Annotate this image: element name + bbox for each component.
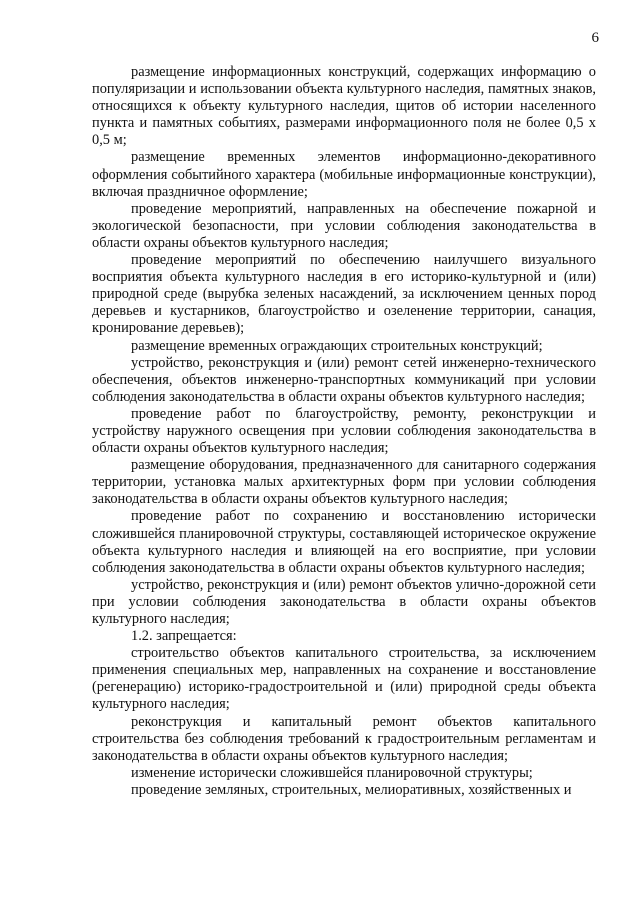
paragraph-engineering-networks: устройство, реконструкция и (или) ремонт сетей инженерно-технического обеспечения, объектов инженерно-транспортных коммуникаций при условии соблюдения законодательства в области охраны объектов культурного наследия;	[92, 354, 596, 405]
paragraph-fire-ecology-safety: проведение мероприятий, направленных на обеспечение пожарной и экологической безопасности, при условии соблюдения законодательства в области охраны объектов культурного наследия;	[92, 200, 596, 251]
paragraph-road-network: устройство, реконструкция и (или) ремонт объектов улично-дорожной сети при условии соблюдения законодательства в области охраны объектов культурного наследия;	[92, 576, 596, 627]
paragraph-planning-change: изменение исторически сложившейся планировочной структуры;	[131, 764, 533, 781]
paragraph-temporary-fencing: размещение временных ограждающих строительных конструкций;	[131, 337, 543, 354]
paragraph-historic-structure: проведение работ по сохранению и восстановлению исторически сложившейся планировочной структуры, составляющей историческое окружение объекта культурного наследия и влияющей на его восприятие, при условии соблюдения законодательства в области охраны объектов культурного наследия;	[92, 508, 596, 576]
section-heading-prohibited: 1.2. запрещается:	[131, 628, 237, 645]
paragraph-reconstruction-repair: реконструкция и капитальный ремонт объектов капитального строительства без соблюдения требований к градостроительным регламентам и законодательства в области охраны объектов культурного наследия;	[92, 713, 596, 764]
paragraph-sanitary-equipment: размещение оборудования, предназначенного для санитарного содержания территории, установка малых архитектурных форм при условии соблюдения законодательства в области охраны объектов культурного наследия;	[92, 457, 596, 508]
page-number: 6	[591, 30, 599, 46]
paragraph-capital-construction: строительство объектов капитального строительства, за исключением применения специальных мер, направленных на сохранение и восстановление (регенерацию) историко-градостроительной и (или) природной среды объекта культурного наследия;	[92, 645, 596, 713]
paragraph-earthworks: проведение земляных, строительных, мелиоративных, хозяйственных и	[131, 781, 572, 798]
paragraph-landscaping-lighting: проведение работ по благоустройству, ремонту, реконструкции и устройству наружного освещения при условии соблюдения законодательства в области охраны объектов культурного наследия;	[92, 405, 596, 457]
paragraph-visual-perception: проведение мероприятий по обеспечению наилучшего визуального восприятия объекта культурного наследия в его историко-культурной и (или) природной среде (вырубка зеленых насаждений, за исключением ценных пород деревьев и кустарников, благоустройство и озеленение территории, санация, кронирование деревьев);	[92, 252, 596, 337]
document-body	[92, 64, 596, 799]
paragraph-temporary-decor: размещение временных элементов информационно-декоративного оформления событийного характера (мобильные информационные конструкции), включая праздничное оформление;	[92, 149, 596, 200]
paragraph-info-structures: размещение информационных конструкций, содержащих информацию о популяризации и использовании объекта культурного наследия, памятных знаков, относящихся к объекту культурного наследия, щитов об истории населенного пункта и памятных событиях, размерами информационного поля не более 0,5 х 0,5 м;	[92, 64, 596, 149]
